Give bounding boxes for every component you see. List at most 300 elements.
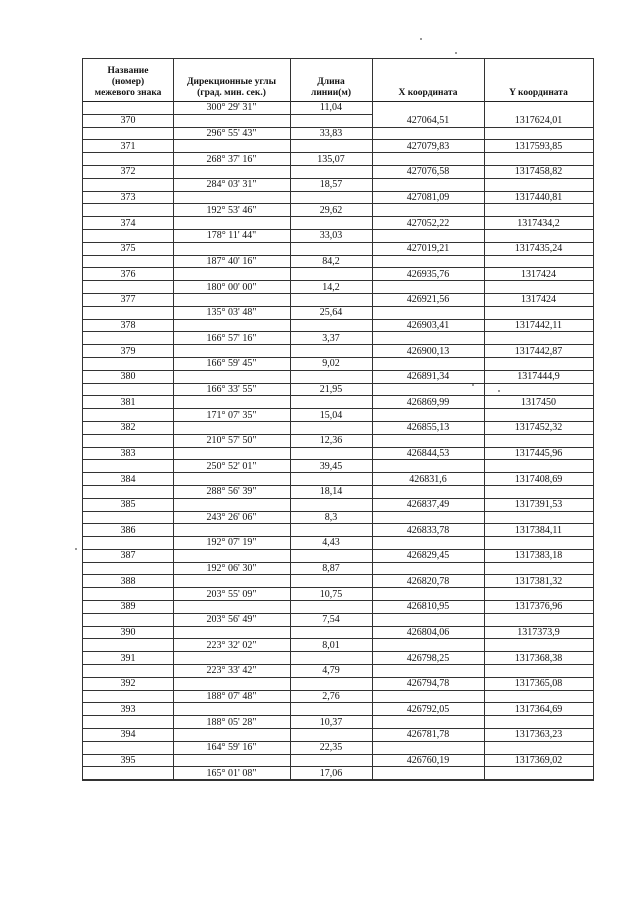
point-name-cell: [83, 332, 173, 345]
y-coordinate: [484, 281, 593, 293]
point-name: 383: [120, 447, 136, 459]
segment-row: [83, 128, 593, 141]
x-coordinate: [372, 384, 484, 396]
x-coordinate-cell: [372, 179, 484, 192]
direction-angle: 165° 01' 08": [206, 767, 257, 779]
line-length-cell: [290, 499, 372, 512]
line-length-cell: [290, 486, 372, 499]
x-coordinate-cell: [372, 345, 484, 358]
direction-angle-cell: [173, 601, 290, 614]
segment-row: [83, 588, 593, 601]
y-coordinate-cell: [484, 588, 593, 601]
x-coordinate-cell: [372, 575, 484, 588]
y-coordinate-cell: [484, 755, 593, 768]
line-length-cell: [290, 691, 372, 704]
line-length-cell: [290, 678, 372, 691]
point-name-cell: [83, 448, 173, 461]
direction-angle-cell: [173, 307, 290, 320]
y-coordinate-cell: [484, 409, 593, 422]
point-name-cell: [83, 665, 173, 678]
point-name: [83, 256, 173, 268]
x-coordinate-cell: [372, 499, 484, 512]
line-length-cell: [290, 409, 372, 422]
line-length-cell: [290, 281, 372, 294]
x-coordinate: [372, 563, 484, 575]
point-row: [83, 729, 593, 742]
direction-angle-cell: [173, 524, 290, 537]
point-name-cell: [83, 204, 173, 217]
y-coordinate-cell: [484, 422, 593, 435]
direction-angle: 188° 05' 28": [206, 716, 257, 728]
point-name: 373: [120, 191, 136, 203]
header-x: [372, 59, 484, 101]
point-name-cell: [83, 217, 173, 230]
direction-angle-cell: [173, 166, 290, 179]
y-coordinate: [484, 614, 593, 626]
x-coordinate: [372, 102, 484, 115]
line-length-cell: [290, 448, 372, 461]
point-name: [83, 204, 173, 216]
point-name: 385: [120, 499, 136, 511]
direction-angle-cell: [173, 460, 290, 473]
direction-angle: [173, 448, 290, 460]
x-coordinate: 426844,53: [406, 447, 450, 459]
point-name: [83, 742, 173, 754]
point-name-cell: [83, 192, 173, 205]
line-length: 84,2: [322, 255, 340, 267]
point-name-cell: [83, 499, 173, 512]
line-length-cell: [290, 563, 372, 576]
point-name-cell: [83, 639, 173, 652]
line-length: [290, 550, 372, 562]
x-coordinate-cell: [372, 767, 484, 780]
direction-angle-cell: [173, 512, 290, 525]
direction-angle-cell: [173, 230, 290, 243]
header-angles: [173, 59, 290, 101]
segment-row: [83, 639, 593, 652]
y-coordinate: [484, 204, 593, 216]
line-length: 18,14: [319, 486, 343, 498]
x-coordinate-cell: [372, 409, 484, 422]
y-coordinate: 1317440,81: [514, 191, 563, 203]
line-length-cell: [290, 294, 372, 307]
point-name: [83, 665, 173, 677]
y-coordinate-cell: [484, 345, 593, 358]
point-name: 392: [120, 678, 136, 690]
point-name: [83, 281, 173, 293]
scan-speck: [472, 384, 474, 386]
direction-angle-cell: [173, 448, 290, 461]
direction-angle: 243° 26' 06": [206, 511, 257, 523]
x-coordinate-cell: [372, 243, 484, 256]
direction-angle: 166° 57' 16": [206, 332, 257, 344]
point-row: [83, 217, 593, 230]
segment-row: [83, 153, 593, 166]
direction-angle-cell: [173, 409, 290, 422]
line-length: [290, 473, 372, 485]
point-name: 370: [120, 115, 136, 127]
point-row: [83, 268, 593, 281]
y-coordinate-cell: [484, 102, 593, 115]
point-name: 386: [120, 524, 136, 536]
y-coordinate-cell: [484, 320, 593, 333]
column-divider: [173, 59, 174, 780]
line-length: 10,75: [319, 588, 343, 600]
direction-angle: 192° 06' 30": [206, 563, 257, 575]
line-length-cell: [290, 268, 372, 281]
point-name-cell: [83, 422, 173, 435]
point-name: 379: [120, 345, 136, 357]
x-coordinate: 426869,99: [406, 396, 450, 408]
line-length-cell: [290, 371, 372, 384]
point-name-cell: [83, 460, 173, 473]
point-row: [83, 192, 593, 205]
point-name-cell: [83, 320, 173, 333]
direction-angle: 178° 11' 44": [206, 230, 257, 242]
direction-angle: 166° 33' 55": [206, 383, 257, 395]
y-coordinate: [484, 256, 593, 268]
point-name-cell: [83, 588, 173, 601]
line-length-cell: [290, 601, 372, 614]
point-name-cell: [83, 537, 173, 550]
point-name: [83, 409, 173, 421]
x-coordinate-cell: [372, 537, 484, 550]
line-length: [290, 140, 372, 152]
scan-speck: [498, 390, 500, 392]
point-name-cell: [83, 473, 173, 486]
direction-angle-cell: [173, 128, 290, 141]
direction-angle: [173, 422, 290, 434]
point-name: [83, 179, 173, 191]
segment-row: [83, 537, 593, 550]
line-length-cell: [290, 435, 372, 448]
point-row: [83, 575, 593, 588]
y-coordinate: 1317458,82: [514, 166, 563, 178]
x-coordinate-cell: [372, 268, 484, 281]
point-row: [83, 627, 593, 640]
y-coordinate-cell: [484, 204, 593, 217]
point-name-cell: [83, 345, 173, 358]
y-coordinate-cell: [484, 448, 593, 461]
point-name: 372: [120, 166, 136, 178]
y-coordinate-cell: [484, 192, 593, 205]
segment-row: [83, 614, 593, 627]
x-coordinate: 426760,19: [406, 755, 450, 767]
x-coordinate: 427081,09: [406, 191, 450, 203]
segment-row: [83, 742, 593, 755]
line-length-cell: [290, 307, 372, 320]
direction-angle-cell: [173, 115, 290, 128]
x-coordinate: [372, 537, 484, 549]
direction-angle: [173, 371, 290, 383]
point-name: 390: [120, 627, 136, 639]
direction-angle: [173, 192, 290, 204]
line-length-cell: [290, 512, 372, 525]
point-name: [83, 537, 173, 549]
segment-row: [83, 665, 593, 678]
x-coordinate-cell: [372, 153, 484, 166]
point-name-cell: [83, 396, 173, 409]
line-length-cell: [290, 575, 372, 588]
point-name-cell: [83, 652, 173, 665]
y-coordinate: 1317368,38: [514, 652, 563, 664]
point-name-cell: [83, 703, 173, 716]
direction-angle-cell: [173, 179, 290, 192]
boundary-coordinates-table: [82, 58, 594, 781]
x-coordinate: [372, 691, 484, 703]
x-coordinate: 426837,49: [406, 499, 450, 511]
y-coordinate-cell: [484, 537, 593, 550]
point-row: [83, 550, 593, 563]
x-coordinate: 427019,21: [406, 243, 450, 255]
y-coordinate: 1317424: [521, 268, 556, 280]
x-coordinate: 427052,22: [406, 217, 450, 229]
y-coordinate-cell: [484, 166, 593, 179]
segment-row: [83, 384, 593, 397]
y-coordinate: 1317434,2: [517, 217, 560, 229]
direction-angle-cell: [173, 627, 290, 640]
segment-row: [83, 256, 593, 269]
x-coordinate-cell: [372, 448, 484, 461]
x-coordinate: 426831,6: [409, 473, 447, 485]
point-row: [83, 140, 593, 153]
y-coordinate: 1317363,23: [514, 729, 563, 741]
direction-angle: [173, 294, 290, 306]
line-length-cell: [290, 703, 372, 716]
direction-angle-cell: [173, 755, 290, 768]
line-length-cell: [290, 652, 372, 665]
direction-angle: 223° 33' 42": [206, 665, 257, 677]
y-coordinate: [484, 307, 593, 319]
segment-row: [83, 204, 593, 217]
direction-angle-cell: [173, 703, 290, 716]
point-name-cell: [83, 128, 173, 141]
line-length-cell: [290, 320, 372, 333]
point-name: [83, 486, 173, 498]
y-coordinate-cell: [484, 512, 593, 525]
direction-angle: [173, 652, 290, 664]
y-coordinate-cell: [484, 742, 593, 755]
line-length-cell: [290, 537, 372, 550]
point-name: [83, 435, 173, 447]
x-coordinate-cell: [372, 460, 484, 473]
line-length-cell: [290, 524, 372, 537]
y-coordinate-cell: [484, 396, 593, 409]
direction-angle: [173, 243, 290, 255]
direction-angle: 300° 29' 31": [206, 102, 257, 114]
point-row: [83, 652, 593, 665]
y-coordinate-cell: [484, 371, 593, 384]
y-coordinate-cell: [484, 729, 593, 742]
line-length: 33,83: [319, 127, 343, 139]
direction-angle: [173, 601, 290, 613]
direction-angle: [173, 755, 290, 767]
x-coordinate-cell: [372, 652, 484, 665]
segment-row: [83, 486, 593, 499]
line-length: 2,76: [322, 691, 340, 703]
header-angles-text: Дирекционные углы (град. мин. сек.): [187, 77, 276, 98]
direction-angle-cell: [173, 665, 290, 678]
direction-angle: 268° 37' 16": [206, 153, 257, 165]
direction-angle: [173, 678, 290, 690]
direction-angle-cell: [173, 678, 290, 691]
x-coordinate-cell: [372, 384, 484, 397]
x-coordinate-cell: [372, 473, 484, 486]
segment-row: [83, 691, 593, 704]
line-length: 12,36: [319, 435, 343, 447]
direction-angle: 192° 07' 19": [206, 537, 257, 549]
direction-angle-cell: [173, 499, 290, 512]
y-coordinate: 1317369,02: [514, 755, 563, 767]
line-length-cell: [290, 460, 372, 473]
y-coordinate-cell: [484, 307, 593, 320]
y-coordinate: 1317373,9: [517, 627, 560, 639]
point-name-cell: [83, 256, 173, 269]
x-coordinate-cell: [372, 115, 484, 128]
direction-angle: [173, 627, 290, 639]
segment-row: [83, 179, 593, 192]
x-coordinate: [372, 409, 484, 421]
point-name: 387: [120, 550, 136, 562]
segment-row: [83, 435, 593, 448]
y-coordinate: [484, 742, 593, 754]
point-name: 394: [120, 729, 136, 741]
direction-angle: 164° 59' 16": [206, 742, 257, 754]
y-coordinate-cell: [484, 268, 593, 281]
y-coordinate-cell: [484, 614, 593, 627]
y-coordinate-cell: [484, 524, 593, 537]
direction-angle-cell: [173, 153, 290, 166]
y-coordinate-cell: [484, 665, 593, 678]
x-coordinate-cell: [372, 729, 484, 742]
x-coordinate: 426921,56: [406, 294, 450, 306]
y-coordinate: 1317365,08: [514, 678, 563, 690]
line-length-cell: [290, 204, 372, 217]
point-name-cell: [83, 512, 173, 525]
segment-row: [83, 307, 593, 320]
point-name-cell: [83, 140, 173, 153]
line-length: [290, 345, 372, 357]
line-length: 21,95: [319, 383, 343, 395]
direction-angle-cell: [173, 575, 290, 588]
x-coordinate-cell: [372, 639, 484, 652]
direction-angle-cell: [173, 243, 290, 256]
y-coordinate: [484, 563, 593, 575]
y-coordinate-cell: [484, 140, 593, 153]
direction-angle-cell: [173, 652, 290, 665]
direction-angle: 203° 55' 09": [206, 588, 257, 600]
point-name-cell: [83, 742, 173, 755]
direction-angle-cell: [173, 358, 290, 371]
point-name: [83, 332, 173, 344]
direction-angle-cell: [173, 767, 290, 780]
direction-angle-cell: [173, 204, 290, 217]
direction-angle-cell: [173, 563, 290, 576]
line-length: 8,01: [322, 639, 340, 651]
line-length: [290, 575, 372, 587]
y-coordinate-cell: [484, 128, 593, 141]
x-coordinate: 426820,78: [406, 575, 450, 587]
segment-row: [83, 767, 593, 780]
y-coordinate-cell: [484, 460, 593, 473]
x-coordinate: 426804,06: [406, 627, 450, 639]
y-coordinate: 1317452,32: [514, 422, 563, 434]
x-coordinate: [372, 204, 484, 216]
direction-angle: 188° 07' 48": [206, 691, 257, 703]
x-coordinate-cell: [372, 140, 484, 153]
y-coordinate-cell: [484, 153, 593, 166]
x-coordinate: [372, 767, 484, 779]
y-coordinate: 1317445,96: [514, 447, 563, 459]
direction-angle-cell: [173, 384, 290, 397]
line-length: 135,07: [317, 153, 345, 165]
direction-angle: [173, 166, 290, 178]
x-coordinate: [372, 179, 484, 191]
line-length-cell: [290, 627, 372, 640]
direction-angle: 171° 07' 35": [206, 409, 257, 421]
line-length-cell: [290, 550, 372, 563]
point-name: 378: [120, 319, 136, 331]
y-coordinate: 1317442,11: [514, 319, 563, 331]
point-name-cell: [83, 627, 173, 640]
scan-speck: [455, 52, 457, 54]
x-coordinate-cell: [372, 422, 484, 435]
line-length: [290, 166, 372, 178]
direction-angle-cell: [173, 256, 290, 269]
x-coordinate-cell: [372, 332, 484, 345]
y-coordinate-cell: [484, 230, 593, 243]
point-name: [83, 691, 173, 703]
direction-angle: 192° 53' 46": [206, 204, 257, 216]
segment-row: [83, 281, 593, 294]
point-name-cell: [83, 371, 173, 384]
direction-angle: [173, 396, 290, 408]
y-coordinate-cell: [484, 179, 593, 192]
line-length-cell: [290, 153, 372, 166]
direction-angle: 135° 03' 48": [206, 307, 257, 319]
y-coordinate-cell: [484, 294, 593, 307]
x-coordinate-cell: [372, 256, 484, 269]
y-coordinate: [484, 691, 593, 703]
direction-angle: [173, 140, 290, 152]
segment-row: [83, 563, 593, 576]
line-length: [290, 729, 372, 741]
line-length: [290, 755, 372, 767]
x-coordinate: [372, 665, 484, 677]
direction-angle-cell: [173, 716, 290, 729]
direction-angle: [173, 575, 290, 587]
point-name: 388: [120, 575, 136, 587]
line-length: [290, 320, 372, 332]
direction-angle: 250° 52' 01": [206, 460, 257, 472]
point-name: 395: [120, 755, 136, 767]
direction-angle-cell: [173, 614, 290, 627]
header-name-text: Название (номер) межевого знака: [94, 66, 162, 98]
x-coordinate: 426935,76: [406, 268, 450, 280]
y-coordinate: 1317364,69: [514, 703, 563, 715]
y-coordinate: 1317383,18: [514, 550, 563, 562]
point-row: [83, 703, 593, 716]
y-coordinate: 1317376,96: [514, 601, 563, 613]
y-coordinate-cell: [484, 678, 593, 691]
segment-row: [83, 230, 593, 243]
x-coordinate: [372, 332, 484, 344]
y-coordinate-cell: [484, 627, 593, 640]
x-coordinate-cell: [372, 703, 484, 716]
point-name: 393: [120, 703, 136, 715]
x-coordinate-cell: [372, 755, 484, 768]
line-length-cell: [290, 665, 372, 678]
